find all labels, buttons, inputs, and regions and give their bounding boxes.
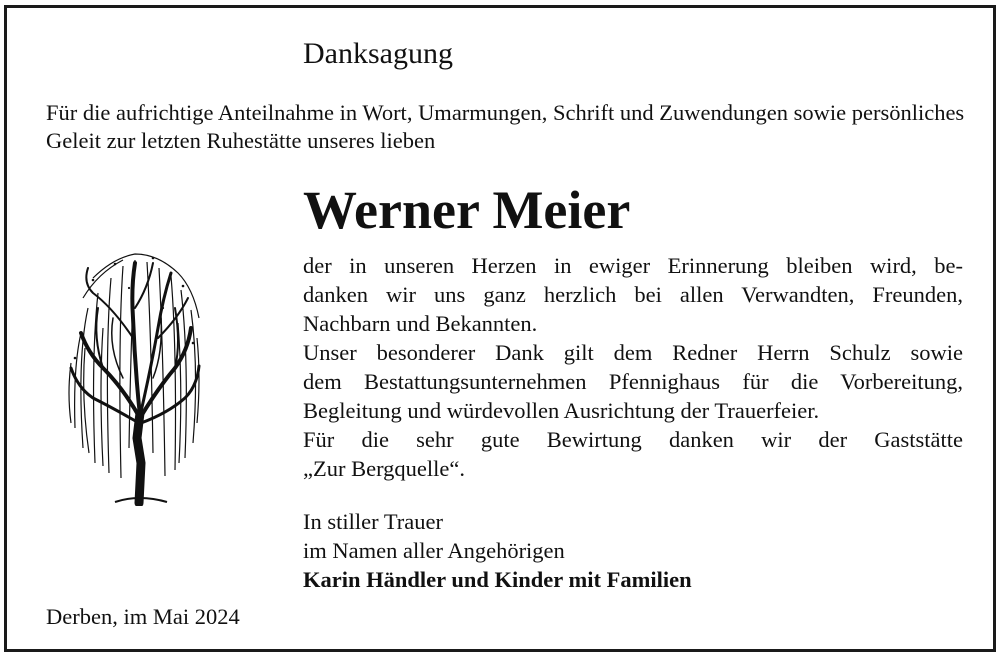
body-line: Nachbarn und Bekannten. <box>303 311 538 336</box>
body-line: „Zur Bergquelle“. <box>303 456 466 481</box>
place-date: Derben, im Mai 2024 <box>46 604 240 629</box>
obituary-notice <box>4 5 996 652</box>
thanks-body <box>303 251 963 483</box>
signoff-block <box>303 507 692 594</box>
body-line: der in unseren Herzen in ewiger Erinnerung bleiben wird, be- <box>303 253 963 278</box>
signoff-line: In stiller Trauer <box>303 509 443 534</box>
notice-heading: Danksagung <box>303 37 453 70</box>
body-line: danken wir uns ganz herzlich bei allen Verwandten, Freunden, <box>303 282 963 307</box>
family-signature: Karin Händler und Kinder mit Familien <box>303 567 692 592</box>
body-line: Für die sehr gute Bewirtung danken wir der Gaststätte <box>303 427 963 452</box>
body-line: Begleitung und würdevollen Ausrichtung der Trauerfeier. <box>303 398 820 423</box>
body-line: dem Bestattungsunternehmen Pfennighaus für die Vorbereitung, <box>303 369 963 394</box>
willow-tree-icon <box>63 248 203 506</box>
body-line: Unser besonderer Dank gilt dem Redner Herrn Schulz sowie <box>303 340 963 365</box>
deceased-name: Werner Meier <box>303 180 631 240</box>
intro-text: Für die aufrichtige Anteilnahme in Wort, Umarmungen, Schrift und Zuwendungen sowie persönliches Geleit zur letzten Ruhestätte unseres lieben <box>46 100 965 153</box>
signoff-line: im Namen aller Angehörigen <box>303 538 565 563</box>
